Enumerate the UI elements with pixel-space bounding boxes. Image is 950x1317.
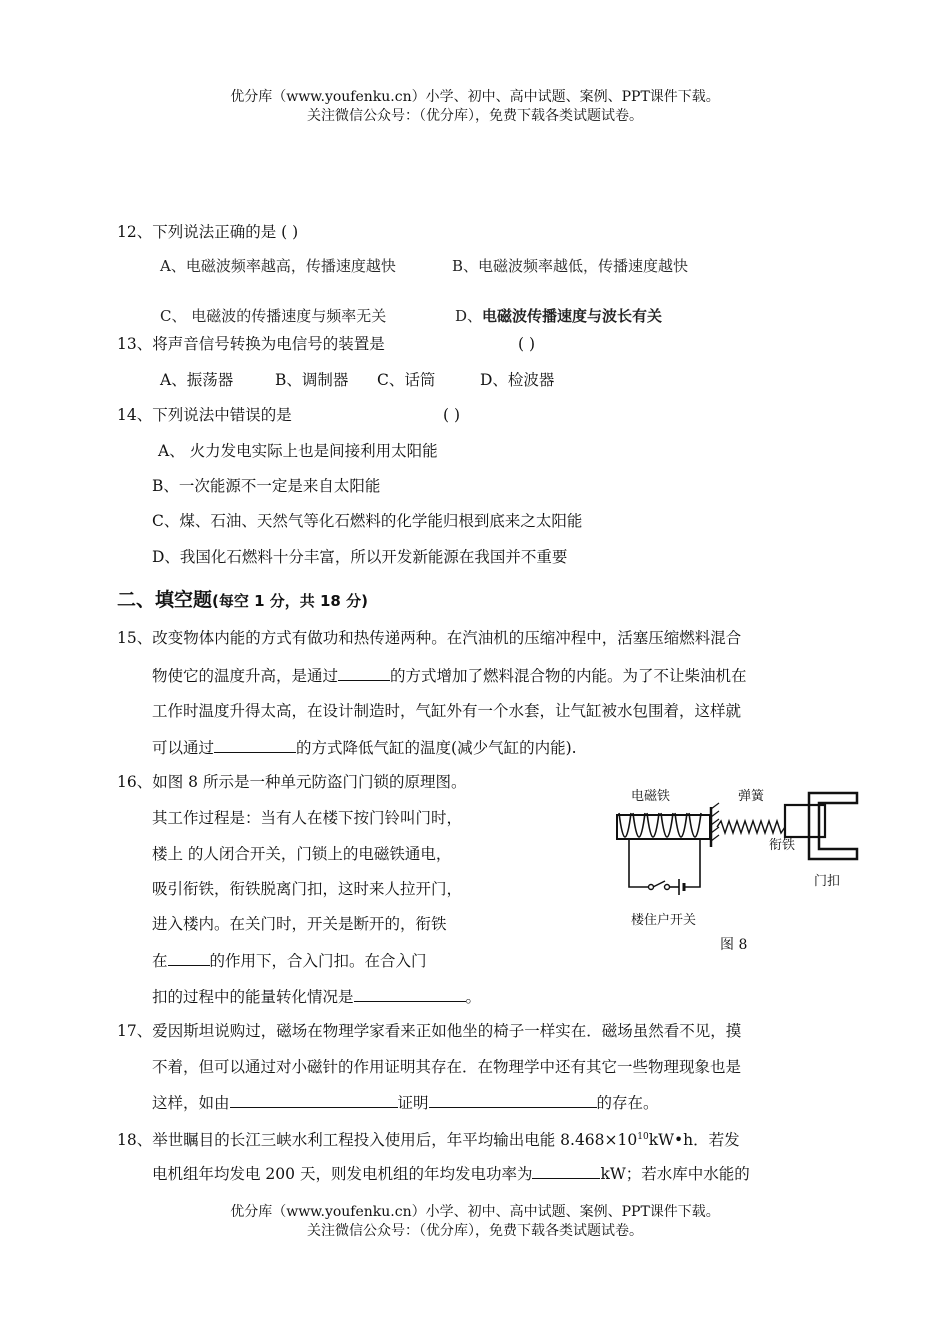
q18-line-2b: kW；若水库中水能的: [600, 1165, 750, 1183]
q16-line-1: 16、如图 8 所示是一种单元防盗门门锁的原理图。: [117, 773, 467, 791]
q13-option-b: B、调制器: [275, 371, 349, 389]
q17-line-3: [152, 1092, 659, 1113]
q16-line-5: 进入楼内。在关门时，开关是断开的，衔铁: [152, 915, 447, 933]
q16-line-6b: 的作用下，合入门扣。在合入门: [209, 952, 427, 970]
q14-option-d: D、我国化石燃料十分丰富，所以开发新能源在我国并不重要: [152, 548, 568, 566]
footer-line-2: 关注微信公众号：（优分库），免费下载各类试题试卷。: [307, 1223, 643, 1239]
label-latch: 门扣: [814, 874, 841, 889]
q16-blank-1[interactable]: [168, 950, 210, 966]
q18-line-2a: 电机组年均发电 200 天，则发电机组的年均发电功率为: [152, 1165, 533, 1183]
door-latch: [809, 793, 857, 859]
q12-option-d-text: 电磁波传播速度与波长有关: [482, 307, 663, 325]
q15-line-4: [152, 737, 577, 758]
q12-option-d-prefix: D、: [455, 307, 483, 325]
q15-line-4b: 的方式降低气缸的温度(减少气缸的内能).: [296, 739, 577, 757]
q17-line-2: 不着，但可以通过对小磁针的作用证明其存在．在物理学中还有其它一些物理现象也是: [152, 1058, 742, 1076]
q16-line-6a: 在: [152, 952, 168, 970]
q18-line-1: [117, 1127, 740, 1150]
figure-8-door-lock-diagram: [605, 775, 870, 960]
q16-line-4: 吸引衔铁，衔铁脱离门扣，这时来人拉开门，: [152, 880, 463, 898]
label-switch: 楼住户开关: [631, 913, 697, 928]
q14-option-a: A、 火力发电实际上也是间接利用太阳能: [158, 442, 438, 460]
header-line-2: 关注微信公众号：（优分库），免费下载各类试题试卷。: [307, 108, 643, 124]
label-electromagnet: 电磁铁: [631, 789, 671, 804]
q17-blank-1[interactable]: [230, 1092, 398, 1108]
q15-line-2a: 物使它的温度升高，是通过: [152, 667, 339, 685]
q13-option-a: A、振荡器: [160, 371, 234, 389]
q12-option-d: [455, 306, 662, 326]
q12-option-c: C、 电磁波的传播速度与频率无关: [160, 307, 387, 325]
q17-line-3b: 证明: [397, 1094, 429, 1112]
q14-option-c: C、煤、石油、天然气等化石燃料的化学能归根到底来之太阳能: [152, 512, 583, 530]
q12-option-b: B、电磁波频率越低，传播速度越快: [452, 257, 689, 275]
q12-option-a: A、电磁波频率越高，传播速度越快: [160, 257, 396, 275]
q18-line-2: [152, 1163, 750, 1184]
q13-option-d: D、检波器: [480, 371, 555, 389]
q18-exponent: 10: [637, 1132, 649, 1142]
q18-line-1a: 18、举世瞩目的长江三峡水利工程投入使用后，年平均输出电能 8.468×10: [117, 1131, 638, 1150]
q15-blank-2[interactable]: [214, 737, 296, 753]
section-2-note: (每空 1 分，共 18 分): [212, 592, 368, 610]
q15-line-2: [152, 665, 747, 686]
q16-line-2: 其工作过程是：当有人在楼下按门铃叫门时，: [152, 809, 463, 827]
q13-option-c: C、话筒: [377, 371, 436, 389]
header-line-1: 优分库（www.youfenku.cn）小学、初中、高中试题、案例、PPT课件下载。: [230, 89, 720, 105]
spring-coil: [717, 821, 785, 833]
q16-line-7a: 扣的过程中的能量转化情况是: [152, 988, 354, 1006]
q13-stem: 13、将声音信号转换为电信号的装置是: [117, 335, 385, 353]
footer-line-1: 优分库（www.youfenku.cn）小学、初中、高中试题、案例、PPT课件下载。: [230, 1204, 720, 1220]
section-2-heading: 二、填空题: [117, 589, 213, 611]
q16-blank-2[interactable]: [354, 986, 466, 1002]
q13-answer-paren: ( ): [518, 335, 536, 353]
q15-line-4a: 可以通过: [152, 739, 215, 757]
q17-line-1: 17、爱因斯坦说购过，磁场在物理学家看来正如他坐的椅子一样实在．磁场虽然看不见，摸: [117, 1022, 742, 1040]
q14-answer-paren: ( ): [443, 406, 461, 424]
q16-line-6: [152, 950, 427, 971]
q15-line-3: 工作时温度升得太高，在设计制造时，气缸外有一个水套，让气缸被水包围着，这样就: [152, 702, 742, 720]
figure-8-caption: 图 8: [720, 937, 748, 953]
label-spring: 弹簧: [738, 789, 765, 804]
q18-blank-1[interactable]: [532, 1163, 600, 1179]
electromagnet-core: [617, 813, 710, 839]
q17-blank-2[interactable]: [429, 1092, 597, 1108]
q14-stem: 14、下列说法中错误的是: [117, 406, 292, 424]
q12-stem: 12、下列说法正确的是 ( ): [117, 223, 299, 241]
q15-line-2b: 的方式增加了燃料混合物的内能。为了不让柴油机在: [390, 667, 747, 685]
q16-line-3: 楼上 的人闭合开关，门锁上的电磁铁通电，: [152, 845, 452, 863]
q17-line-3a: 这样，如由: [152, 1094, 230, 1112]
section-2-title: [117, 585, 368, 612]
q16-line-7: [152, 986, 481, 1007]
q15-blank-1[interactable]: [338, 665, 390, 681]
q15-line-1: 15、改变物体内能的方式有做功和热传递两种。在汽油机的压缩冲程中，活塞压缩燃料混合: [117, 629, 742, 647]
label-armature: 衔铁: [769, 838, 796, 853]
q18-line-1b: kW•h．若发: [648, 1131, 740, 1150]
q17-line-3c: 的存在。: [596, 1094, 659, 1112]
q16-line-7b: 。: [465, 988, 482, 1006]
q14-option-b: B、一次能源不一定是来自太阳能: [152, 477, 381, 495]
switch-circuit: [629, 839, 700, 895]
